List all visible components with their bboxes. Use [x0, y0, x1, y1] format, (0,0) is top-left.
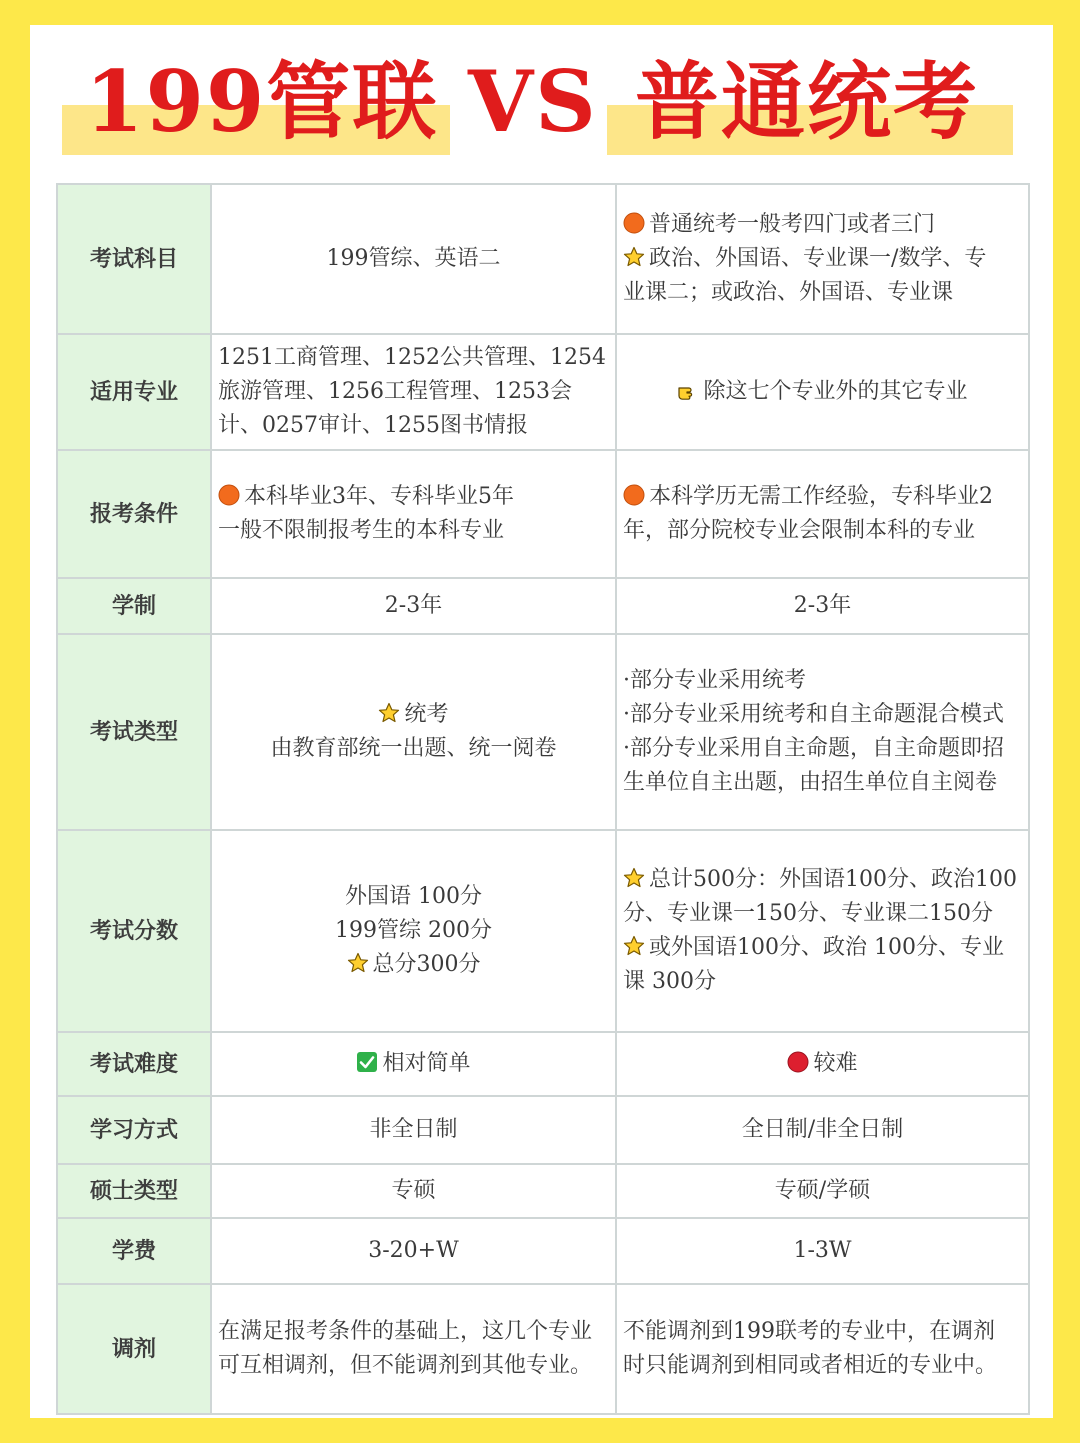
cell-left [211, 578, 616, 634]
row-header: 报考条件 [57, 450, 211, 578]
cell-line [218, 1174, 609, 1208]
table-row [57, 1096, 1029, 1164]
orange-circle-icon [623, 212, 645, 234]
cell-line [623, 897, 1022, 931]
cell-left [211, 1284, 616, 1414]
cell-text: 3-20+W [368, 1238, 459, 1263]
cell-line [218, 732, 609, 766]
cell-line [218, 698, 609, 732]
table-row [57, 830, 1029, 1032]
cell-left [211, 334, 616, 450]
cell-text: 除这七个专业外的其它专业 [703, 379, 968, 404]
cell-right [616, 830, 1029, 1032]
table-row [57, 1284, 1029, 1414]
cell-line [623, 931, 1022, 965]
cell-right [616, 334, 1029, 450]
cell-text: 普通统考一般考四门或者三门 [649, 212, 936, 237]
row-header: 学费 [57, 1218, 211, 1284]
cell-line [623, 698, 1022, 732]
cell-right [616, 184, 1029, 334]
cell-line [623, 208, 1022, 242]
cell-text: 专硕/学硕 [774, 1178, 871, 1203]
cell-text: 本科学历无需工作经验，专科毕业2 [649, 484, 993, 509]
row-header: 考试分数 [57, 830, 211, 1032]
cell-text: 199管综、英语二 [326, 246, 501, 271]
cell-text: 较难 [813, 1051, 858, 1076]
star-icon [623, 935, 645, 957]
table-row [57, 578, 1029, 634]
cell-left [211, 1032, 616, 1096]
cell-line [623, 276, 1022, 310]
cell-text: ·部分专业采用自主命题，自主命题即招 [623, 736, 1004, 761]
cell-left [211, 184, 616, 334]
title-vs: VS [468, 52, 598, 151]
cell-text: 一般不限制报考生的本科专业 [218, 518, 505, 543]
cell-left [211, 1164, 616, 1218]
cell-right [616, 1164, 1029, 1218]
cell-line [218, 480, 609, 514]
page-title [30, 30, 1053, 170]
cell-line [623, 732, 1022, 766]
row-header: 学制 [57, 578, 211, 634]
cell-left [211, 450, 616, 578]
cell-left [211, 634, 616, 830]
cell-text: 政治、外国语、专业课一/数学、专 [649, 246, 987, 271]
title-left: 199管联 [85, 52, 439, 151]
cell-line [623, 664, 1022, 698]
cell-text: 业课二；或政治、外国语、专业课 [623, 280, 954, 305]
row-header: 学习方式 [57, 1096, 211, 1164]
row-header: 调剂 [57, 1284, 211, 1414]
table-row [57, 1164, 1029, 1218]
cell-right [616, 578, 1029, 634]
cell-line [218, 409, 609, 443]
cell-right [616, 1218, 1029, 1284]
cell-line [623, 1047, 1022, 1081]
cell-line [218, 948, 609, 982]
star-icon [378, 702, 400, 724]
cell-text: ·部分专业采用统考 [623, 668, 806, 693]
cell-text: 可互相调剂，但不能调剂到其他专业。 [218, 1353, 593, 1378]
check-box-icon [356, 1051, 378, 1073]
cell-text: 年，部分院校专业会限制本科的专业 [623, 518, 976, 543]
cell-line [623, 1315, 1022, 1349]
cell-text: 课 300分 [623, 969, 716, 994]
cell-line [623, 589, 1022, 623]
cell-text: 1251工商管理、1252公共管理、1254 [218, 345, 606, 370]
cell-left [211, 1218, 616, 1284]
cell-line [218, 1234, 609, 1268]
cell-left [211, 830, 616, 1032]
cell-right [616, 1284, 1029, 1414]
red-circle-icon [787, 1051, 809, 1073]
cell-text: 总计500分：外国语100分、政治100 [649, 867, 1017, 892]
cell-text: 计、0257审计、1255图书情报 [218, 413, 528, 438]
table-row [57, 450, 1029, 578]
cell-text: 199管综 200分 [335, 918, 492, 943]
table-row [57, 1032, 1029, 1096]
cell-line [623, 242, 1022, 276]
cell-line [623, 480, 1022, 514]
cell-line [623, 514, 1022, 548]
row-header: 考试科目 [57, 184, 211, 334]
cell-text: 在满足报考条件的基础上，这几个专业 [218, 1319, 593, 1344]
cell-text: 统考 [404, 702, 449, 727]
row-header: 考试类型 [57, 634, 211, 830]
cell-line [218, 880, 609, 914]
cell-right [616, 1032, 1029, 1096]
cell-text: 专硕 [391, 1178, 436, 1203]
cell-text: 总分300分 [372, 952, 481, 977]
cell-text: 时只能调剂到相同或者相近的专业中。 [623, 1353, 998, 1378]
orange-circle-icon [623, 484, 645, 506]
table-row [57, 184, 1029, 334]
star-icon [623, 246, 645, 268]
cell-right [616, 450, 1029, 578]
cell-line [218, 341, 609, 375]
cell-text: 不能调剂到199联考的专业中，在调剂 [623, 1319, 995, 1344]
cell-text: 本科毕业3年、专科毕业5年 [244, 484, 514, 509]
cell-line [218, 514, 609, 548]
cell-text: 外国语 100分 [345, 884, 482, 909]
cell-left [211, 1096, 616, 1164]
cell-text: 分、专业课一150分、专业课二150分 [623, 901, 993, 926]
cell-line [623, 965, 1022, 999]
cell-line [218, 375, 609, 409]
cell-text: 相对简单 [382, 1051, 471, 1076]
cell-text: 旅游管理、1256工程管理、1253会 [218, 379, 572, 404]
cell-text: 2-3年 [384, 593, 443, 618]
cell-text: 或外国语100分、政治 100分、专业 [649, 935, 1004, 960]
cell-text: 生单位自主出题，由招生单位自主阅卷 [623, 770, 998, 795]
cell-line [218, 1047, 609, 1081]
star-icon [347, 952, 369, 974]
cell-line [218, 914, 609, 948]
cell-line [218, 1315, 609, 1349]
table-row [57, 634, 1029, 830]
cell-text: 由教育部统一出题、统一阅卷 [270, 736, 557, 761]
title-right: 普通统考 [635, 52, 980, 151]
cell-line [623, 375, 1022, 409]
row-header: 硕士类型 [57, 1164, 211, 1218]
cell-text: 非全日制 [369, 1117, 458, 1142]
cell-line [623, 1174, 1022, 1208]
cell-line [218, 242, 609, 276]
cell-line [623, 766, 1022, 800]
orange-circle-icon [218, 484, 240, 506]
cell-text: 2-3年 [793, 593, 852, 618]
cell-line [623, 1349, 1022, 1383]
table-row [57, 334, 1029, 450]
cell-line [218, 1349, 609, 1383]
row-header: 适用专业 [57, 334, 211, 450]
cell-line [218, 1113, 609, 1147]
cell-right [616, 1096, 1029, 1164]
cell-line [623, 1113, 1022, 1147]
cell-line [218, 589, 609, 623]
cell-text: 1-3W [793, 1238, 852, 1263]
cell-line [623, 1234, 1022, 1268]
cell-text: 全日制/非全日制 [741, 1117, 904, 1142]
cell-text: ·部分专业采用统考和自主命题混合模式 [623, 702, 1004, 727]
table-row [57, 1218, 1029, 1284]
cell-line [623, 863, 1022, 897]
pointing-hand-icon [677, 379, 699, 401]
comparison-table [56, 183, 1030, 1415]
cell-right [616, 634, 1029, 830]
row-header: 考试难度 [57, 1032, 211, 1096]
star-icon [623, 867, 645, 889]
